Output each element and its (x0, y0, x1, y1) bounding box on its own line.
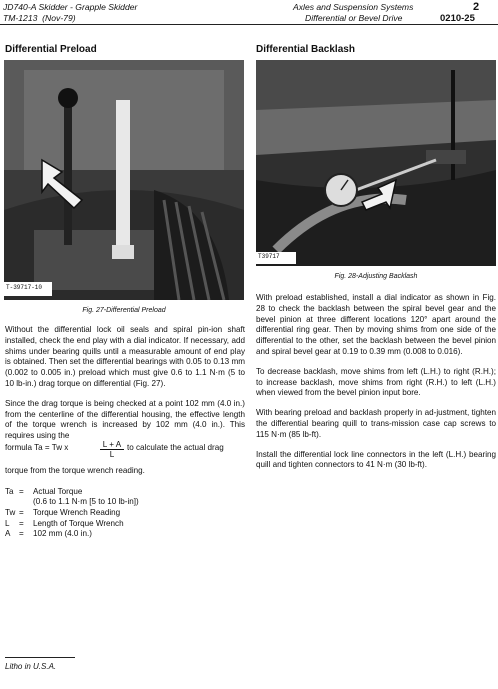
backlash-paragraph-2: To decrease backlash, move shims from left (L.H.) to right (R.H.); to increase backlash, move shims from right (R.H.) to left (L.H.) when viewed from the bevel pinion input bore. (256, 366, 496, 398)
backlash-paragraph-1: With preload established, install a dial indicator as shown in Fig. 28 to check the backlash between the spiral bevel gear and the bevel pinion at three different locations 120° apart around the differential ring gear. Then by moving shims from one side of the differential to the other, set the backlash between the bevel pinion and spiral bevel gear at 0.19 to 0.39 mm (0.008 to 0.016). (256, 293, 496, 356)
variable-equals: = (19, 529, 24, 539)
page-number: 2 (473, 1, 480, 13)
section-title-preload: Differential Preload (5, 44, 97, 55)
page-code: 0210-25 (440, 13, 475, 24)
adjusting-backlash-photo (256, 60, 496, 266)
backlash-paragraph-4: Install the differential lock line connectors in the left (L.H.) bearing quill and tighten connectors to 41 N·m (30 lb-ft). (256, 449, 496, 470)
header-rule (0, 24, 498, 25)
figure-adjusting-backlash (256, 60, 496, 266)
variable-description: 102 mm (4.0 in.) (33, 529, 92, 539)
variable-symbol: L (5, 518, 10, 528)
variable-list (5, 487, 245, 540)
backlash-paragraph-3: With bearing preload and backlash properly in ad-justment, tighten the differential bearing quill to trans-mission case cap screws to 115 N·m (85 lb-ft). (256, 408, 496, 439)
figure-differential-preload (4, 60, 244, 300)
variable-equals: = (19, 518, 24, 528)
formula-line (5, 439, 245, 464)
header-subsection: Differential or Bevel Drive (305, 13, 403, 23)
header-tm (3, 13, 76, 24)
left-body (5, 325, 245, 540)
variable-equals: = (19, 507, 24, 517)
right-body (256, 293, 496, 480)
formula-suffix: to calculate the actual drag (127, 442, 224, 452)
differential-preload-photo (4, 60, 244, 300)
formula-fraction (100, 440, 124, 460)
figure-27-caption: Fig. 27-Differential Preload (82, 307, 166, 314)
section-title-backlash: Differential Backlash (256, 44, 355, 55)
variable-symbol: Ta (5, 486, 14, 496)
variable-symbol: A (5, 529, 11, 539)
variable-row (5, 497, 245, 508)
footer-litho: Litho in U.S.A. (5, 662, 57, 671)
header-date: (Nov-79) (42, 13, 76, 23)
formula-denominator: L (109, 449, 115, 459)
variable-description: Length of Torque Wrench (33, 518, 124, 528)
formula-prefix: formula Ta = Tw x (5, 442, 69, 452)
variable-description: Torque Wrench Reading (33, 507, 121, 517)
variable-description: Actual Torque (33, 486, 83, 496)
variable-description: (0.6 to 1.1 N·m [5 to 10 lb-in]) (33, 497, 139, 507)
variable-equals: = (19, 486, 24, 496)
preload-paragraph-1: Without the differential lock oil seals and spiral pin-ion shaft installed, check the end play with a dial indicator. If necessary, add shims under bearing quills until a measurable amount of end play is obtained. Then set the differential bearings with 0.05 to 0.13 mm (0.002 to 0.005 in.) preload which must give 0.6 to 1.1 N·m (5 to 10 lb-in.) drag torque on differential (Fig. 27). (5, 325, 245, 388)
variable-row (5, 529, 245, 540)
header-model: JD740-A Skidder - Grapple Skidder (3, 2, 138, 12)
photo-id-28: T39717 (258, 253, 280, 260)
variable-row (5, 519, 245, 530)
photo-id-27: T-39717-10 (6, 284, 43, 291)
preload-paragraph-2-end: torque from the torque wrench reading. (5, 465, 145, 475)
variable-row (5, 487, 245, 498)
formula-numerator: L + A (100, 440, 124, 450)
header-section: Axles and Suspension Systems (293, 2, 414, 12)
footer-rule (5, 657, 75, 658)
variable-row (5, 508, 245, 519)
variable-symbol: Tw (5, 507, 16, 517)
figure-28-caption: Fig. 28-Adjusting Backlash (334, 273, 418, 280)
preload-paragraph-2: Since the drag torque is being checked at a point 102 mm (4.0 in.) from the centerline of the differential housing, the effective length of the torque wrench is increased by 102 mm (4.0 in.). This requires using the (5, 398, 245, 441)
header-tm-number: TM-1213 (3, 13, 38, 23)
